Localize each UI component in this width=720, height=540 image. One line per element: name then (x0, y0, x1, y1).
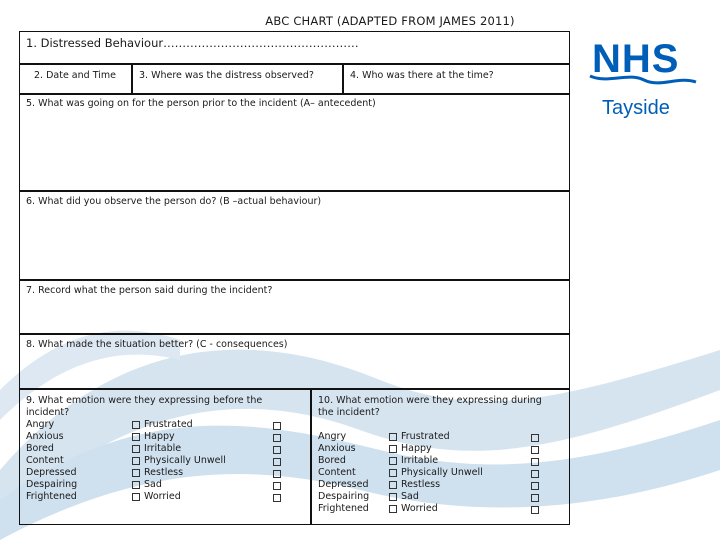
q10-option (389, 431, 483, 443)
page-title: ABC CHART (ADAPTED FROM JAMES 2011) (265, 14, 515, 28)
q10-option-label: Irritable (401, 455, 439, 466)
q9-option (132, 479, 226, 491)
q9-option (132, 419, 226, 431)
checkbox-icon[interactable] (132, 481, 140, 489)
checkbox-icon[interactable] (273, 434, 281, 442)
checkbox-icon[interactable] (132, 445, 140, 453)
q9-option (132, 491, 226, 503)
checkbox-icon[interactable] (389, 481, 397, 489)
checkbox-icon[interactable] (531, 506, 539, 514)
q10-option (389, 491, 483, 503)
q9-option-label: Worried (144, 491, 181, 502)
q4-label: 4. Who was there at the time? (350, 70, 494, 81)
q10-emotion: Frightened (318, 503, 369, 514)
logo-nhs-text: NHS (592, 37, 680, 81)
checkbox-icon[interactable] (531, 470, 539, 478)
q10-option-label: Physically Unwell (401, 467, 483, 478)
q9-option-label: Irritable (144, 443, 182, 454)
q10-option-label: Restless (401, 479, 441, 490)
q9-emotion: Bored (26, 443, 54, 454)
checkbox-icon[interactable] (531, 494, 539, 502)
checkbox-icon[interactable] (531, 434, 539, 442)
q8-label: 8. What made the situation better? (C - consequences) (26, 339, 288, 350)
checkbox-icon[interactable] (273, 422, 281, 430)
nhs-tayside-logo (588, 36, 700, 120)
q10-option-label: Worried (401, 503, 438, 514)
q9-option (132, 467, 226, 479)
q9-emotion: Frightened (26, 491, 77, 502)
checkbox-icon[interactable] (132, 421, 140, 429)
checkbox-icon[interactable] (389, 445, 397, 453)
q9-emotion: Content (26, 455, 64, 466)
q10-option-label: Frustrated (401, 431, 450, 442)
q10-emotion: Despairing (318, 491, 370, 502)
checkbox-icon[interactable] (273, 482, 281, 490)
q10-option (389, 455, 483, 467)
checkbox-icon[interactable] (132, 493, 140, 501)
logo-region-text: Tayside (602, 97, 670, 119)
q9-option-label: Restless (144, 467, 184, 478)
q10-emotion: Content (318, 467, 356, 478)
q7-label: 7. Record what the person said during the incident? (26, 285, 273, 296)
q9-option (132, 443, 226, 455)
q3-label: 3. Where was the distress observed? (139, 70, 314, 81)
q9-option-label: Sad (144, 479, 162, 490)
q10-emotion: Angry (318, 431, 347, 442)
q1-label: 1. Distressed Behaviour…………………………………………… (26, 36, 359, 50)
q10-emotions-left (318, 431, 369, 515)
q9-label-line1: 9. What emotion were they expressing before the (26, 395, 263, 406)
checkbox-icon[interactable] (273, 458, 281, 466)
checkbox-icon[interactable] (132, 469, 140, 477)
q5-label: 5. What was going on for the person prior to the incident (A– antecedent) (26, 98, 376, 109)
q9-option (132, 431, 226, 443)
q9-option (132, 455, 226, 467)
checkbox-icon[interactable] (273, 494, 281, 502)
q10-option (389, 479, 483, 491)
q9-emotion: Angry (26, 419, 55, 430)
q9-emotions-left (26, 419, 77, 503)
q9-option-label: Physically Unwell (144, 455, 226, 466)
q6-label: 6. What did you observe the person do? (B –actual behaviour) (26, 196, 322, 207)
q10-emotions-right (389, 431, 483, 515)
q10-option (389, 443, 483, 455)
q10-option-label: Happy (401, 443, 432, 454)
checkbox-icon[interactable] (531, 458, 539, 466)
checkbox-icon[interactable] (273, 470, 281, 478)
q9-emotion: Anxious (26, 431, 64, 442)
q10-option (389, 467, 483, 479)
q9-label-line2: incident? (26, 407, 70, 418)
q10-option-label: Sad (401, 491, 419, 502)
q9-emotion: Despairing (26, 479, 78, 490)
q10-label-line1: 10. What emotion were they expressing during (318, 395, 542, 406)
q10-emotion: Depressed (318, 479, 369, 490)
q10-option (389, 503, 483, 515)
checkbox-icon[interactable] (389, 433, 397, 441)
checkbox-icon[interactable] (389, 493, 397, 501)
q10-emotion: Bored (318, 455, 346, 466)
checkbox-icon[interactable] (389, 457, 397, 465)
q9-option-label: Happy (144, 431, 175, 442)
q9-option-label: Frustrated (144, 419, 193, 430)
q9-emotion: Depressed (26, 467, 77, 478)
checkbox-icon[interactable] (132, 433, 140, 441)
checkbox-icon[interactable] (389, 469, 397, 477)
checkbox-icon[interactable] (389, 505, 397, 513)
q10-emotion: Anxious (318, 443, 356, 454)
checkbox-icon[interactable] (531, 446, 539, 454)
checkbox-icon[interactable] (273, 446, 281, 454)
checkbox-icon[interactable] (132, 457, 140, 465)
q9-emotions-right (132, 419, 226, 503)
q10-label-line2: the incident? (318, 407, 380, 418)
checkbox-icon[interactable] (531, 482, 539, 490)
q2-label: 2. Date and Time (34, 70, 116, 81)
q9-label (26, 395, 262, 419)
q10-label (318, 395, 542, 419)
